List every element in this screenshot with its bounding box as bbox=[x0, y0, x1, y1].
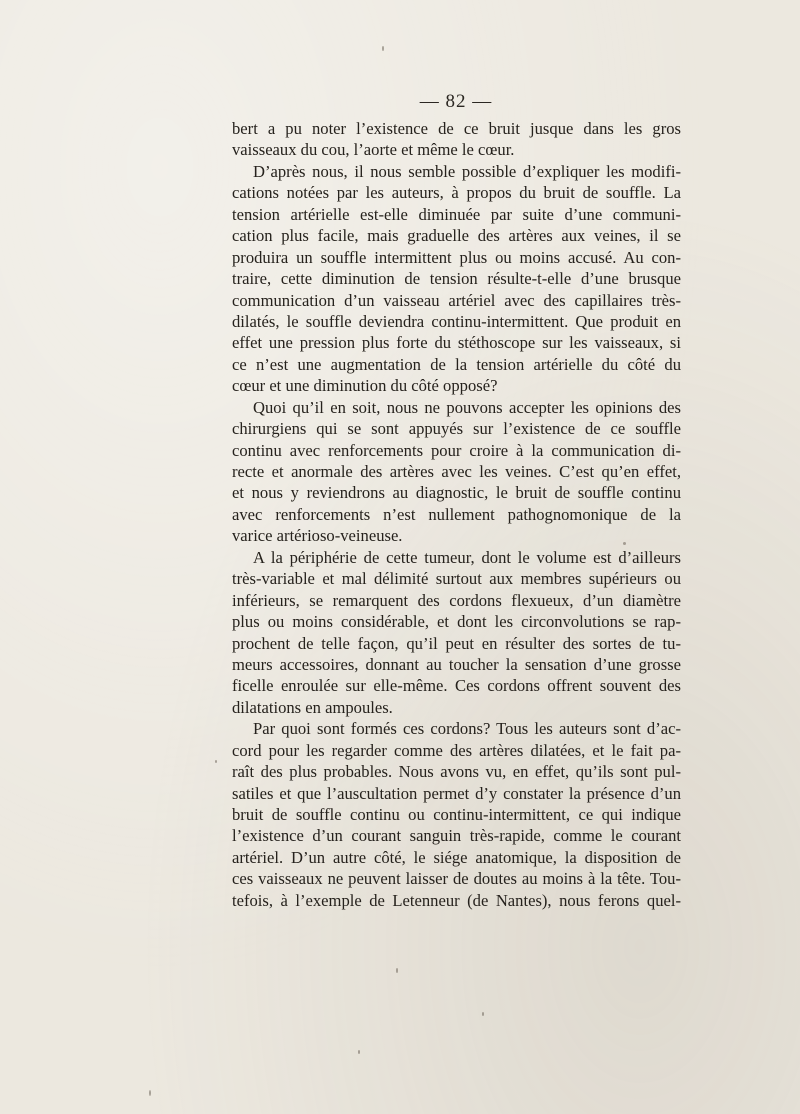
paper-speck bbox=[482, 1012, 484, 1016]
text-line: ce n’est une augmentation de la tension artérielle du côté du bbox=[232, 354, 681, 374]
text-line: tension artérielle est-elle diminuée par suite d’une communi- bbox=[232, 204, 681, 224]
text-line: cord pour les regarder comme des artères dilatées, et le fait pa- bbox=[232, 740, 681, 760]
paper-speck bbox=[149, 1090, 151, 1096]
text-line: A la périphérie de cette tumeur, dont le volume est d’ailleurs bbox=[253, 547, 681, 567]
paper-speck bbox=[215, 760, 217, 763]
text-line: cations notées par les auteurs, à propos du bruit de souffle. La bbox=[232, 183, 681, 203]
text-line: cation plus facile, mais graduelle des artères aux veines, il se bbox=[232, 226, 681, 246]
page-number: — 82 — bbox=[419, 91, 493, 112]
text-line: dilatés, le souffle deviendra continu-intermittent. Que produit en bbox=[232, 311, 681, 331]
text-line: très-variable et mal délimité surtout aux membres supérieurs ou bbox=[232, 569, 681, 589]
text-line: communication d’un vaisseau artériel avec des capillaires très- bbox=[232, 290, 681, 310]
text-line: bert a pu noter l’existence de ce bruit jusque dans les gros bbox=[232, 119, 681, 138]
text-line: recte et anormale des artères avec les veines. C’est qu’en effet, bbox=[232, 462, 681, 481]
text-line: ficelle enroulée sur elle-même. Ces cordons offrent souvent des bbox=[232, 676, 681, 696]
text-line: Par quoi sont formés ces cordons? Tous les auteurs sont d’ac- bbox=[253, 719, 681, 739]
text-line: raît des plus probables. Nous avons vu, en effet, qu’ils sont pul- bbox=[232, 762, 681, 782]
text-line: dilatations en ampoules. bbox=[232, 697, 393, 717]
text-line: vaisseaux du cou, l’aorte et même le cœur. bbox=[232, 140, 515, 160]
text-line: produira un souffle intermittent plus ou moins accusé. Au con- bbox=[232, 247, 681, 267]
text-line: plus ou moins considérable, et dont les circonvolutions se rap- bbox=[232, 612, 681, 632]
text-line: tefois, à l’exemple de Letenneur (de Nantes), nous ferons quel- bbox=[232, 890, 681, 910]
text-line: l’existence d’un courant sanguin très-rapide, comme le courant bbox=[232, 826, 681, 846]
text-line: meurs accessoires, donnant au toucher la sensation d’une grosse bbox=[232, 654, 681, 674]
paper-speck bbox=[382, 46, 384, 51]
text-line: satiles et que l’auscultation permet d’y constater la présence d’un bbox=[232, 783, 681, 803]
paper-speck bbox=[358, 1050, 360, 1054]
text-line: inférieurs, se remarquent des cordons flexueux, d’un diamètre bbox=[232, 590, 681, 610]
text-line: cœur et une diminution du côté opposé? bbox=[232, 376, 498, 396]
text-line: chirurgiens qui se sont appuyés sur l’existence de ce souffle bbox=[232, 419, 681, 439]
text-line: D’après nous, il nous semble possible d’expliquer les modifi- bbox=[253, 161, 681, 181]
text-line: varice artérioso-veineuse. bbox=[232, 526, 403, 546]
text-line: artériel. D’un autre côté, le siége anatomique, la disposition de bbox=[232, 847, 681, 867]
text-line: avec renforcements n’est nullement pathognomonique de la bbox=[232, 504, 681, 524]
text-line: ces vaisseaux ne peuvent laisser de doutes au moins à la tête. Tou- bbox=[232, 869, 681, 889]
text-line: prochent de telle façon, qu’il peut en résulter des sortes de tu- bbox=[232, 633, 681, 653]
text-line: bruit de souffle continu ou continu-intermittent, ce qui indique bbox=[232, 805, 681, 824]
body-text bbox=[232, 118, 681, 911]
text-line: continu avec renforcements pour croire à la communication di- bbox=[232, 440, 681, 460]
paper-speck bbox=[623, 542, 626, 545]
text-line: Quoi qu’il en soit, nous ne pouvons accepter les opinions des bbox=[253, 397, 681, 417]
paper-speck bbox=[396, 968, 398, 973]
text-line: effet une pression plus forte du stéthoscope sur les vaisseaux, si bbox=[232, 333, 681, 353]
text-line: traire, cette diminution de tension résulte-t-elle d’une brusque bbox=[232, 269, 681, 289]
text-line: et nous y reviendrons au diagnostic, le bruit de souffle continu bbox=[232, 483, 681, 503]
